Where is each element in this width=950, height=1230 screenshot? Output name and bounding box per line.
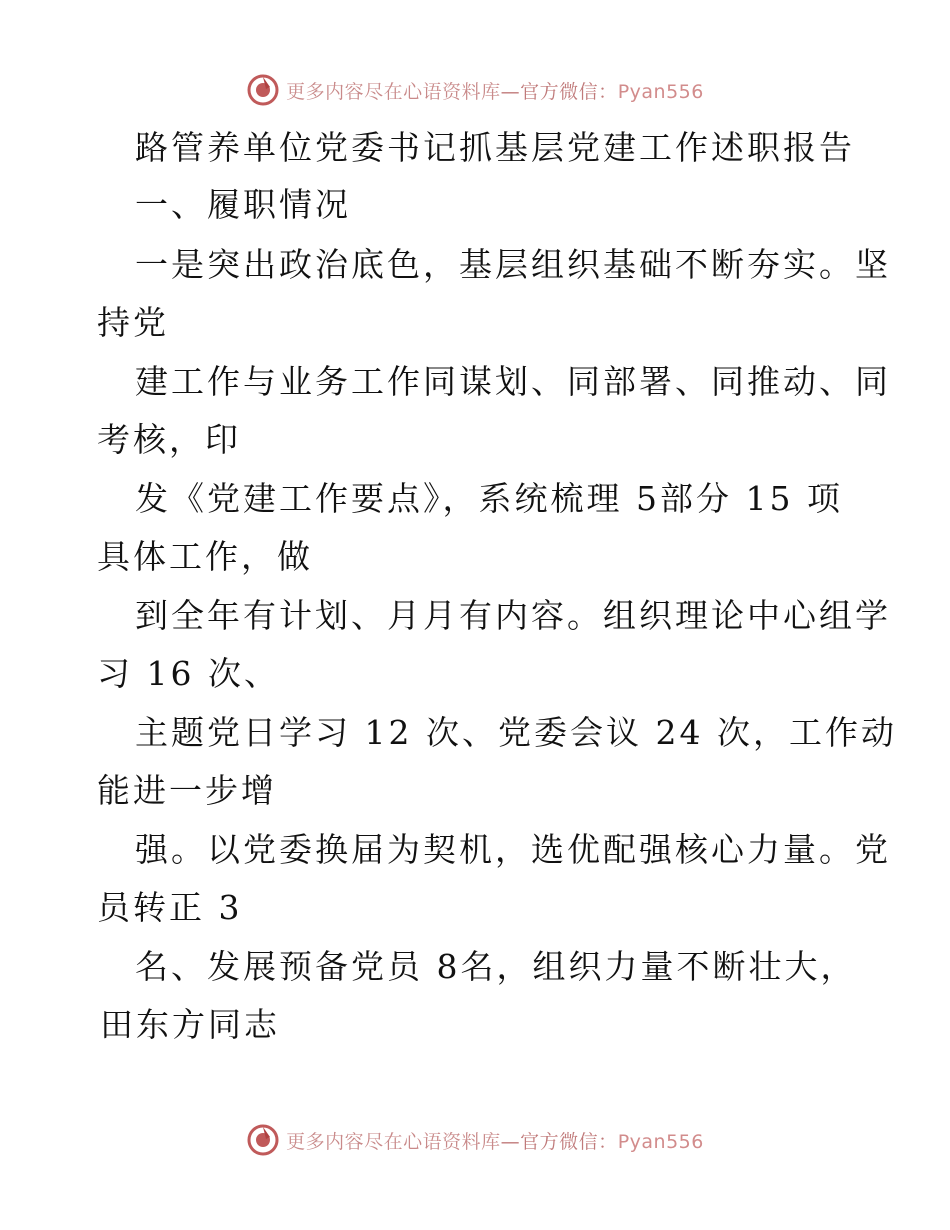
paragraph-line: 具体工作，做: [97, 537, 313, 576]
paragraph-line: 建工作与业务工作同谋划、同部署、同推动、同: [135, 362, 891, 401]
paragraph-line: 习 16 次、: [97, 654, 280, 693]
section-heading: 一、履职情况: [135, 185, 351, 224]
watermark-separator: —: [500, 80, 521, 103]
paragraph-line: 强。以党委换届为契机，选优配强核心力量。党: [135, 830, 891, 869]
watermark-separator: —: [500, 1130, 521, 1153]
paragraph-line: 到全年有计划、月月有内容。组织理论中心组学: [135, 596, 891, 635]
watermark-id: Pyan556: [617, 1130, 704, 1153]
paragraph-line: 田东方同志: [100, 1005, 280, 1044]
paragraph-line: 持党: [97, 303, 169, 342]
paragraph-line: 主题党日学习 12 次、党委会议 24 次，工作动: [135, 713, 897, 752]
paragraph-line: 发《党建工作要点》，系统梳理 5部分 15 项: [135, 479, 843, 518]
watermark-text: [286, 77, 704, 104]
watermark-main: 更多内容尽在心语资料库: [286, 1130, 501, 1153]
paragraph-line: 能进一步增: [97, 771, 277, 810]
header-watermark: [0, 70, 950, 110]
watermark-official: 官方微信：: [520, 1130, 618, 1153]
paragraph-line: 员转正 3: [97, 888, 243, 927]
paragraph-line: 考核，印: [97, 420, 241, 459]
paragraph-line: 一是突出政治底色，基层组织基础不断夯实。坚: [135, 245, 891, 284]
watermark-text: [286, 1127, 704, 1154]
watermark-main: 更多内容尽在心语资料库: [286, 80, 501, 103]
watermark-official: 官方微信：: [520, 80, 618, 103]
footer-watermark: [0, 1120, 950, 1160]
paragraph-line: 名、发展预备党员 8名，组织力量不断壮大，: [135, 947, 857, 986]
watermark-id: Pyan556: [617, 80, 704, 103]
watermark-logo-icon: [246, 73, 280, 107]
document-title: 路管养单位党委书记抓基层党建工作述职报告: [135, 128, 855, 167]
watermark-logo-icon: [246, 1123, 280, 1157]
